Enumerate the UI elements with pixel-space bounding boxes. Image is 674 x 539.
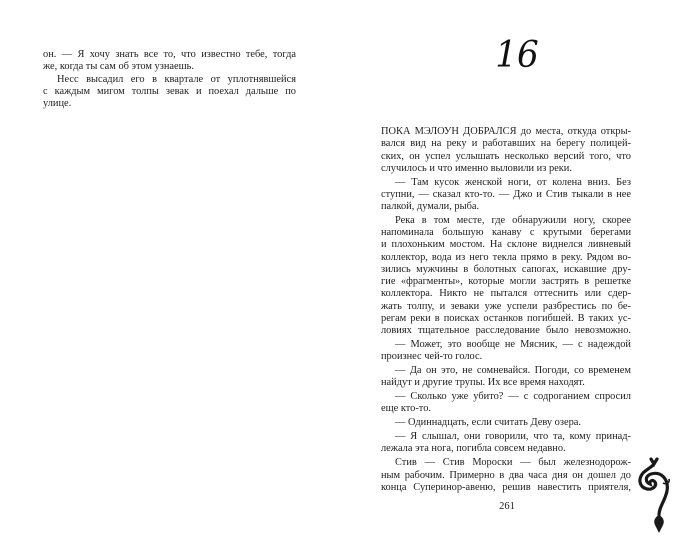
text-line: зились мужчины в болотных сапогах, искавшие дру- [381, 263, 631, 275]
text-line [381, 126, 631, 138]
text-line: ступни, — сказал кто-то. — Джо и Стив тыкали в нее [381, 188, 631, 200]
text-line: вался вид на реку и работавших на берегу полицей- [381, 138, 631, 150]
text-line: Река в том месте, где обнаружили ногу, скорее [395, 214, 631, 226]
text-line: — Там кусок женской ноги, от колена вниз. Без [395, 176, 631, 188]
text-line: — Сколько уже убито? — с содроганием спросил [395, 391, 631, 403]
left-page-text [43, 49, 296, 110]
text-line: — Одиннадцать, если считать Деву озера. [395, 417, 581, 429]
text-line: коллектор, вода из него текла прямо в реку. Рядом во- [381, 251, 631, 263]
text-line: лежала эта нога, погибла совсем недавно. [381, 443, 566, 455]
text-line: гие «фрагменты», которые могли застрять в решетке [381, 276, 631, 288]
text-line: найдут и другие трупы. Их все время находят. [381, 377, 585, 389]
right-page [337, 0, 674, 539]
text-line: произнес чей-то голос. [381, 351, 483, 363]
text-line: — Может, это вообще не Мясник, — с надеждой [395, 339, 631, 351]
text-line: с каждым мигом толпы зевак и поехал дальше по [43, 85, 296, 97]
text-line: же, когда ты сам об этом узнаешь. [43, 61, 194, 73]
text-line: ным рабочим. Примерно в два часа дня он дошел до [381, 469, 631, 481]
text-line: напоминала большую канаву с крутыми берегами [381, 227, 631, 239]
text-line: палкой, думали, рыба. [381, 201, 480, 213]
text-line: ских, он успел услышать несколько версий того, что [381, 150, 631, 162]
opening-small-caps: ПОКА МЭЛОУН ДОБРАЛСЯ [381, 126, 517, 137]
text-line: жать толпу, и зеваки уже успели разбрестись по бе- [381, 300, 631, 312]
text-line: коллектора. Никто не пытался оттеснить или сдер- [381, 288, 631, 300]
page-number: 261 [499, 501, 515, 512]
text-line: — Да он это, не сомневайся. Погоди, со временем [395, 365, 631, 377]
text-line: конца Суперинор-авеню, решив навестить приятеля, [381, 481, 631, 493]
text-line: регам реки в поисках останков погибшей. В таких ус- [381, 312, 631, 324]
text-line: еще кто-то. [381, 403, 431, 415]
chapter-number: 16 [495, 35, 539, 76]
text-line: ловиях тщательное расследование было невозможно. [381, 325, 631, 337]
text-line: — Я слышал, они говорили, что та, кому принад- [395, 431, 631, 443]
text-line: Стив — Стив Мороски — был железнодорож- [395, 457, 631, 469]
text-line: случилось и что именно выловили из реки. [381, 162, 572, 174]
swirl-heart-ornament-icon [637, 455, 673, 535]
text-line: Несс высадил его в квартале от уплотнявшейся [57, 73, 296, 85]
text-line: он. — Я хочу знать все то, что известно тебе, тогда [43, 49, 296, 60]
right-page-text [381, 126, 631, 494]
line-text: до места, откуда откры- [516, 126, 631, 137]
text-line: и плохоньким мостом. На склоне виднелся ливневый [381, 239, 631, 251]
text-line: улице. [43, 98, 72, 109]
